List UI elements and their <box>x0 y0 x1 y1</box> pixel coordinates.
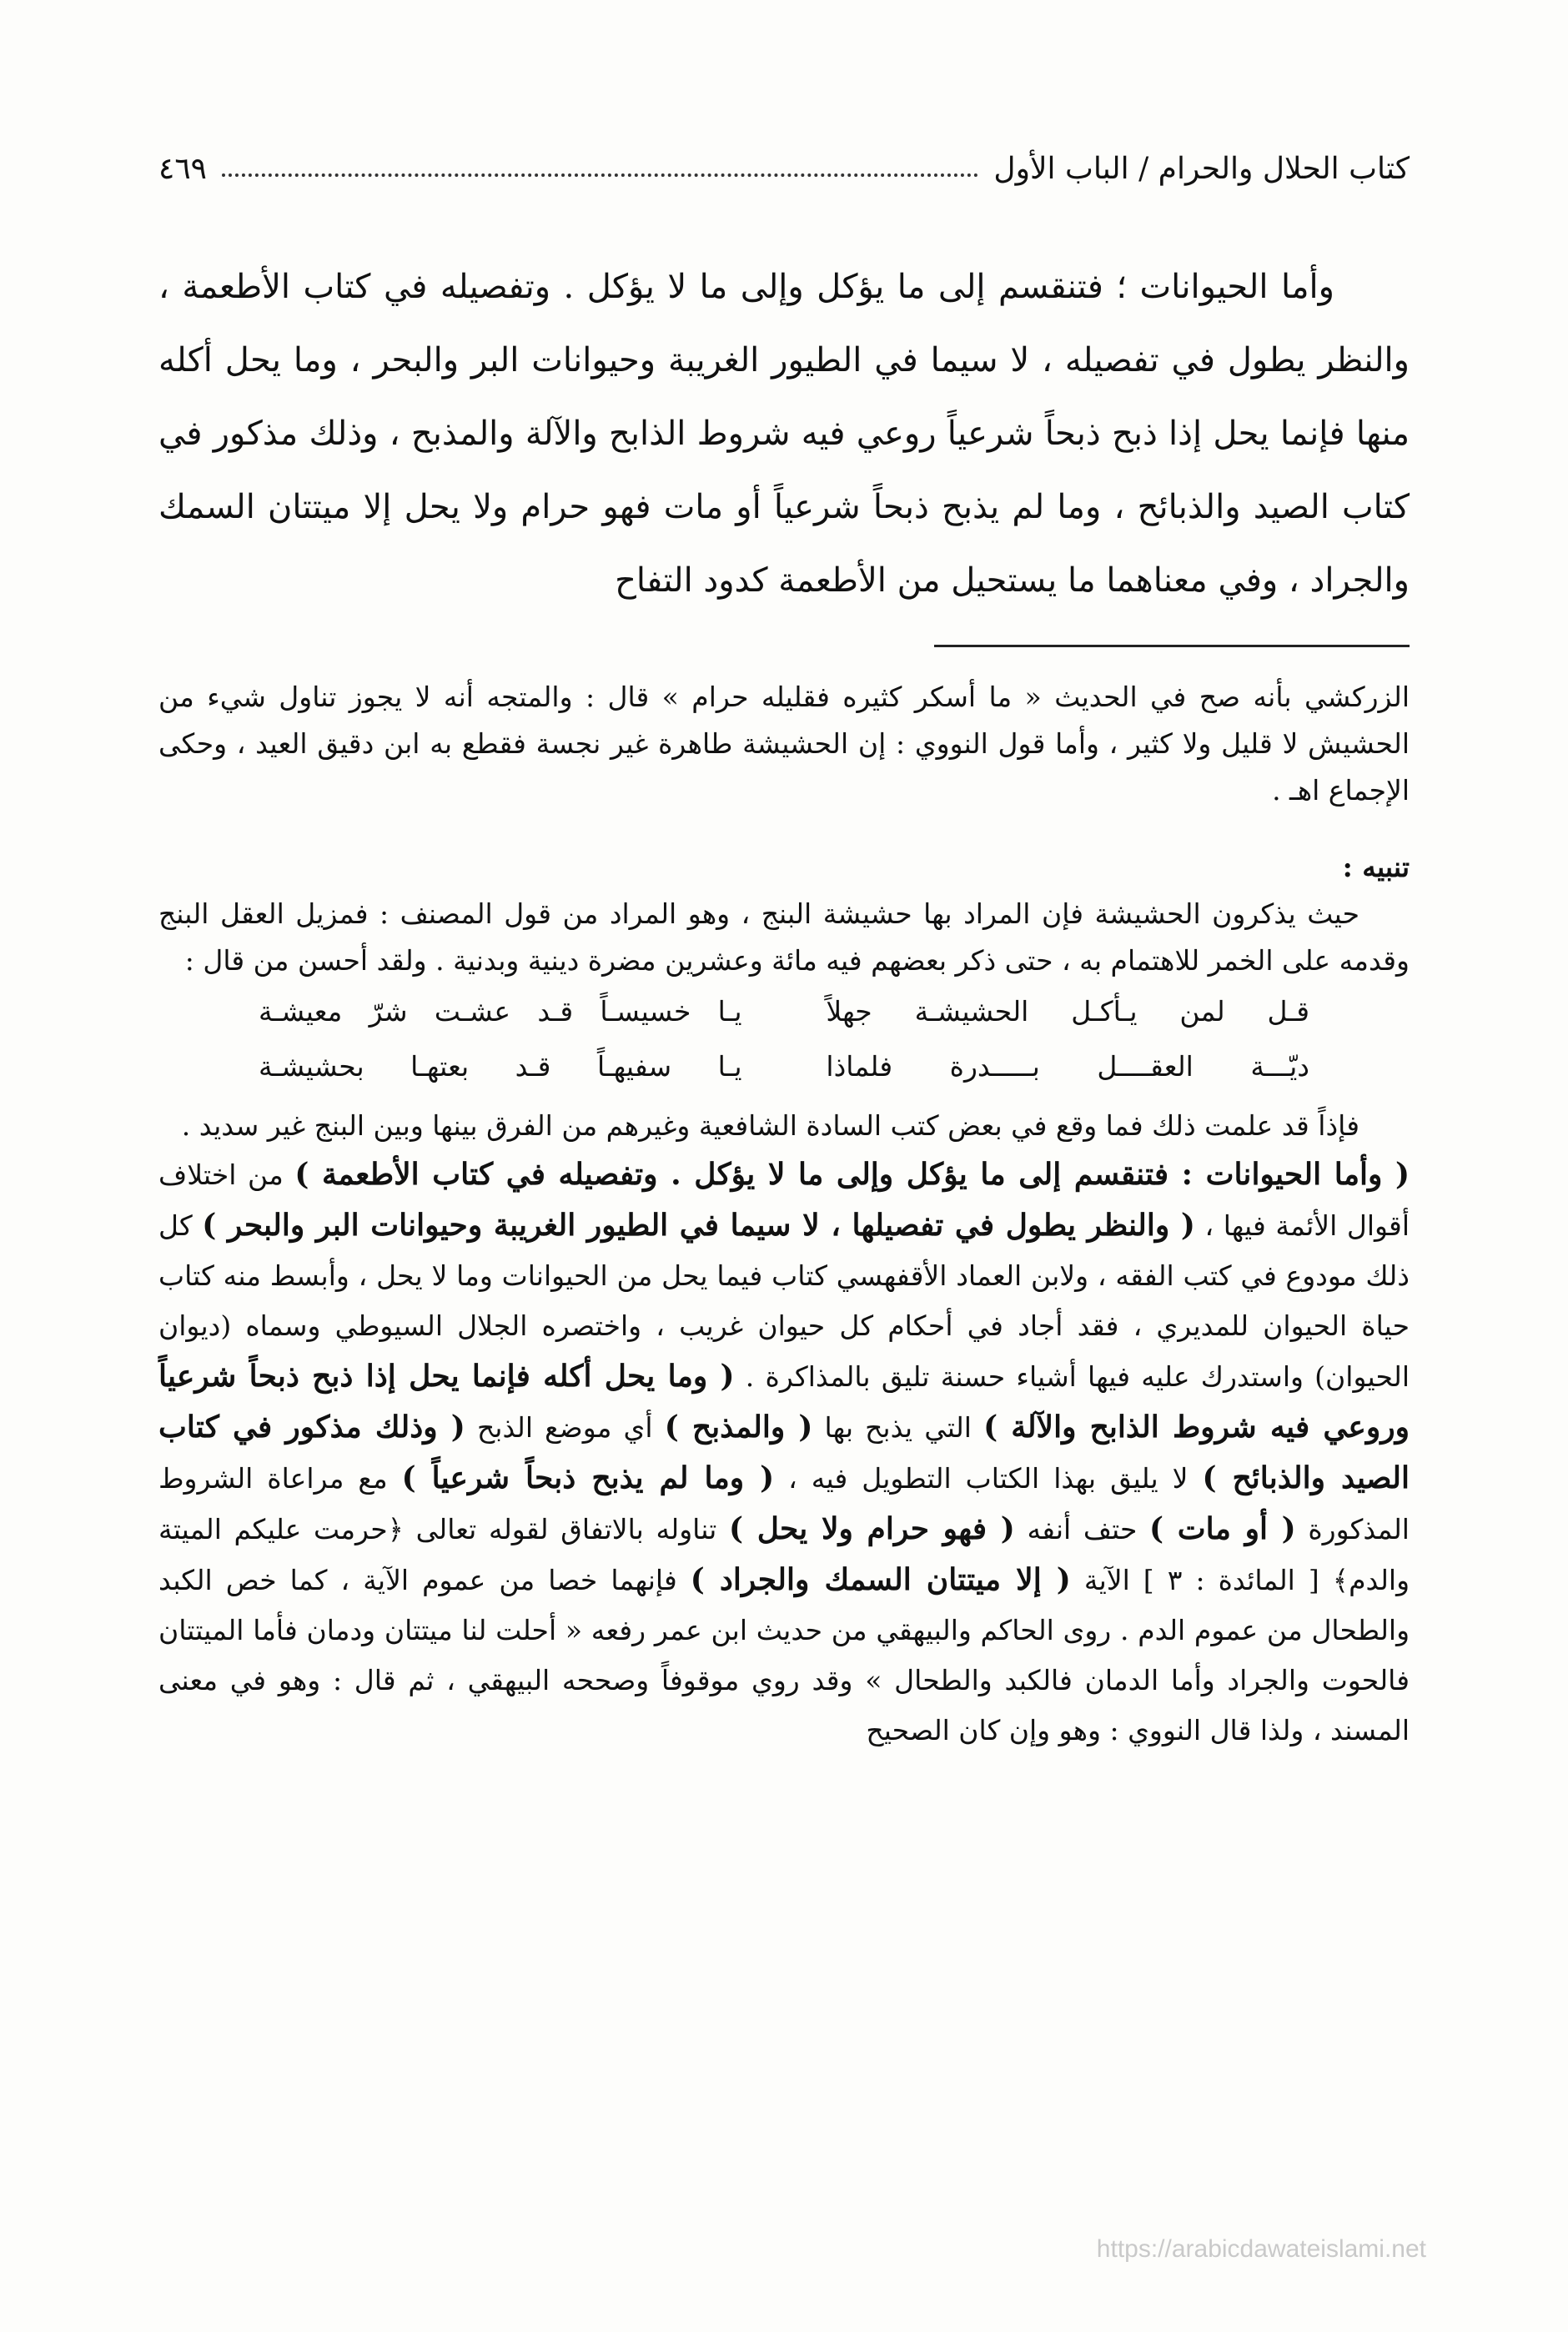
main-paragraph: وأما الحيوانات ؛ فتنقسم إلى ما يؤكل وإلى ما لا يؤكل . وتفصيله في كتاب الأطعمة ، والنظر يطول في تفصيله ، لا سيما في الطيور الغريبة وحيوانات البر والبحر ، وما يحل أكله منها فإنما يحل إذا ذبح ذبحاً شرعياً روعي فيه شروط الذابح والآلة والمذبح ، وذلك مذكور في كتاب الصيد والذبائح ، وما لم يذبح ذبحاً شرعياً أو مات فهو حرام ولا يحل إلا ميتتان السمك والجراد ، وفي معناهما ما يستحيل من الأطعمة كدود التفاح <box>158 268 1410 600</box>
commentary-text: تناوله بالاتفاق لقوله تعالى ﴿حرمت عليكم الميتة والدم﴾ [ المائدة : ٣ ] الآية <box>158 1513 1410 1596</box>
matn-quote: ( إلا ميتتان السمك والجراد ) <box>690 1562 1071 1597</box>
matn-quote: ( والنظر يطول في تفصيلها ، لا سيما في الطيور الغريبة وحيوانات البر والبحر ) <box>202 1208 1195 1243</box>
header-title: كتاب الحلال والحرام / الباب الأول <box>993 151 1410 186</box>
poem-verse <box>259 1039 1309 1094</box>
commentary-text: لا يليق بهذا الكتاب التطويل فيه ، <box>774 1462 1203 1495</box>
matn-quote: ( والمذبح ) <box>664 1410 813 1445</box>
page-number: ٤٦٩ <box>158 151 208 186</box>
tanbih-heading: تنبيه : <box>1342 851 1410 883</box>
matn-quote: ( وذلك مذكور في كتاب الصيد والذبائح ) <box>158 1410 1410 1495</box>
main-text-block <box>158 250 1410 617</box>
commentary-text: التي يذبح بها <box>812 1411 984 1444</box>
footnote-separator <box>934 645 1410 647</box>
running-header <box>158 143 1410 193</box>
matn-quote: ( فهو حرام ولا يحل ) <box>729 1511 1015 1546</box>
commentary-paragraph <box>158 1149 1410 1756</box>
poem-verse <box>259 984 1309 1039</box>
poem-hemistich-second: يـا خسيسـاً قـد عشـت شرّ معيشـة <box>259 995 742 1028</box>
poem-hemistich-first: قـل لمن يـأكـل الحشيشـة جهلاً <box>826 995 1309 1028</box>
matn-quote: ( وأما الحيوانات : فتنقسم إلى ما يؤكل وإلى ما لا يؤكل . وتفصيله في كتاب الأطعمة ) <box>294 1157 1410 1192</box>
poem <box>259 984 1309 1094</box>
commentary-text: من اختلاف أقوال الأئمة فيها ، <box>158 1158 1410 1242</box>
poem-hemistich-first: ديّـــة العقــــل بـــــدرة فلماذا <box>826 1050 1309 1083</box>
note-continuation: الزركشي بأنه صح في الحديث « ما أسكر كثيره فقليله حرام » قال : والمتجه أنه لا يجوز تناول شيء من الحشيش لا قليل ولا كثير ، وأما قول النووي : إن الحشيشة طاهرة غير نجسة فقطع به ابن دقيق العيد ، وحكى الإجماع اهـ . <box>158 681 1410 807</box>
watermark: https://arabicdawateislami.net <box>1096 2235 1426 2263</box>
commentary-text: كل ذلك مودوع في كتب الفقه ، ولابن العماد الأقفهسي كتاب فيما يحل من الحيوانات وما لا يحل ، وأبسط منه كتاب حياة الحيوان للمديري ، فقد أجاد في أحكام كل حيوان غريب ، واختصره الجلال السيوطي وسماه (ديوان الحيوان) واستدرك عليه فيها أشياء حسنة تليق بالمذاكرة . <box>158 1209 1410 1393</box>
commentary-text: فإنهما خصا من عموم الآية ، كما خص الكبد والطحال من عموم الدم . روى الحاكم والبيهقي من حديث ابن عمر رفعه « أحلت لنا ميتتان ودمان فأما الميتتان فالحوت والجراد وأما الدمان فالكبد والطحال » وقد روي موقوفاً وصححه البيهقي ، ثم قال : وهو في معنى المسند ، ولذا قال النووي : وهو وإن كان الصحيح <box>158 1564 1410 1746</box>
matn-quote: ( أو مات ) <box>1149 1511 1296 1546</box>
tanbih-paragraph: حيث يذكرون الحشيشة فإن المراد بها حشيشة البنج ، وهو المراد من قول المصنف : فمزيل العقل البنج وقدمه على الخمر للاهتمام به ، حتى ذكر بعضهم فيه مائة وعشرين مضرة دينية وبدنية . ولقد أحسن من قال : <box>158 897 1410 977</box>
commentary-text: أي موضع الذبح <box>465 1411 665 1444</box>
after-poem-paragraph: فإذاً قد علمت ذلك فما وقع في بعض كتب السادة الشافعية وغيرهم من الفرق بينها وبين البنج غير سديد . <box>181 1109 1359 1142</box>
poem-hemistich-second: يـا سفيهـاً قـد بعتهـا بحشيشـة <box>259 1050 742 1083</box>
header-dot-leader <box>222 173 978 177</box>
matn-quote: ( وما يحل أكله فإنما يحل إذا ذبح ذبحاً شرعياً وروعي فيه شروط الذابح والآلة ) <box>158 1359 1410 1445</box>
matn-quote: ( وما لم يذبح ذبحاً شرعياً ) <box>401 1460 775 1495</box>
commentary-text: مع مراعاة الشروط المذكورة <box>158 1462 1410 1545</box>
commentary-block <box>158 674 1410 1756</box>
commentary-text: حتف أنفه <box>1014 1513 1150 1545</box>
